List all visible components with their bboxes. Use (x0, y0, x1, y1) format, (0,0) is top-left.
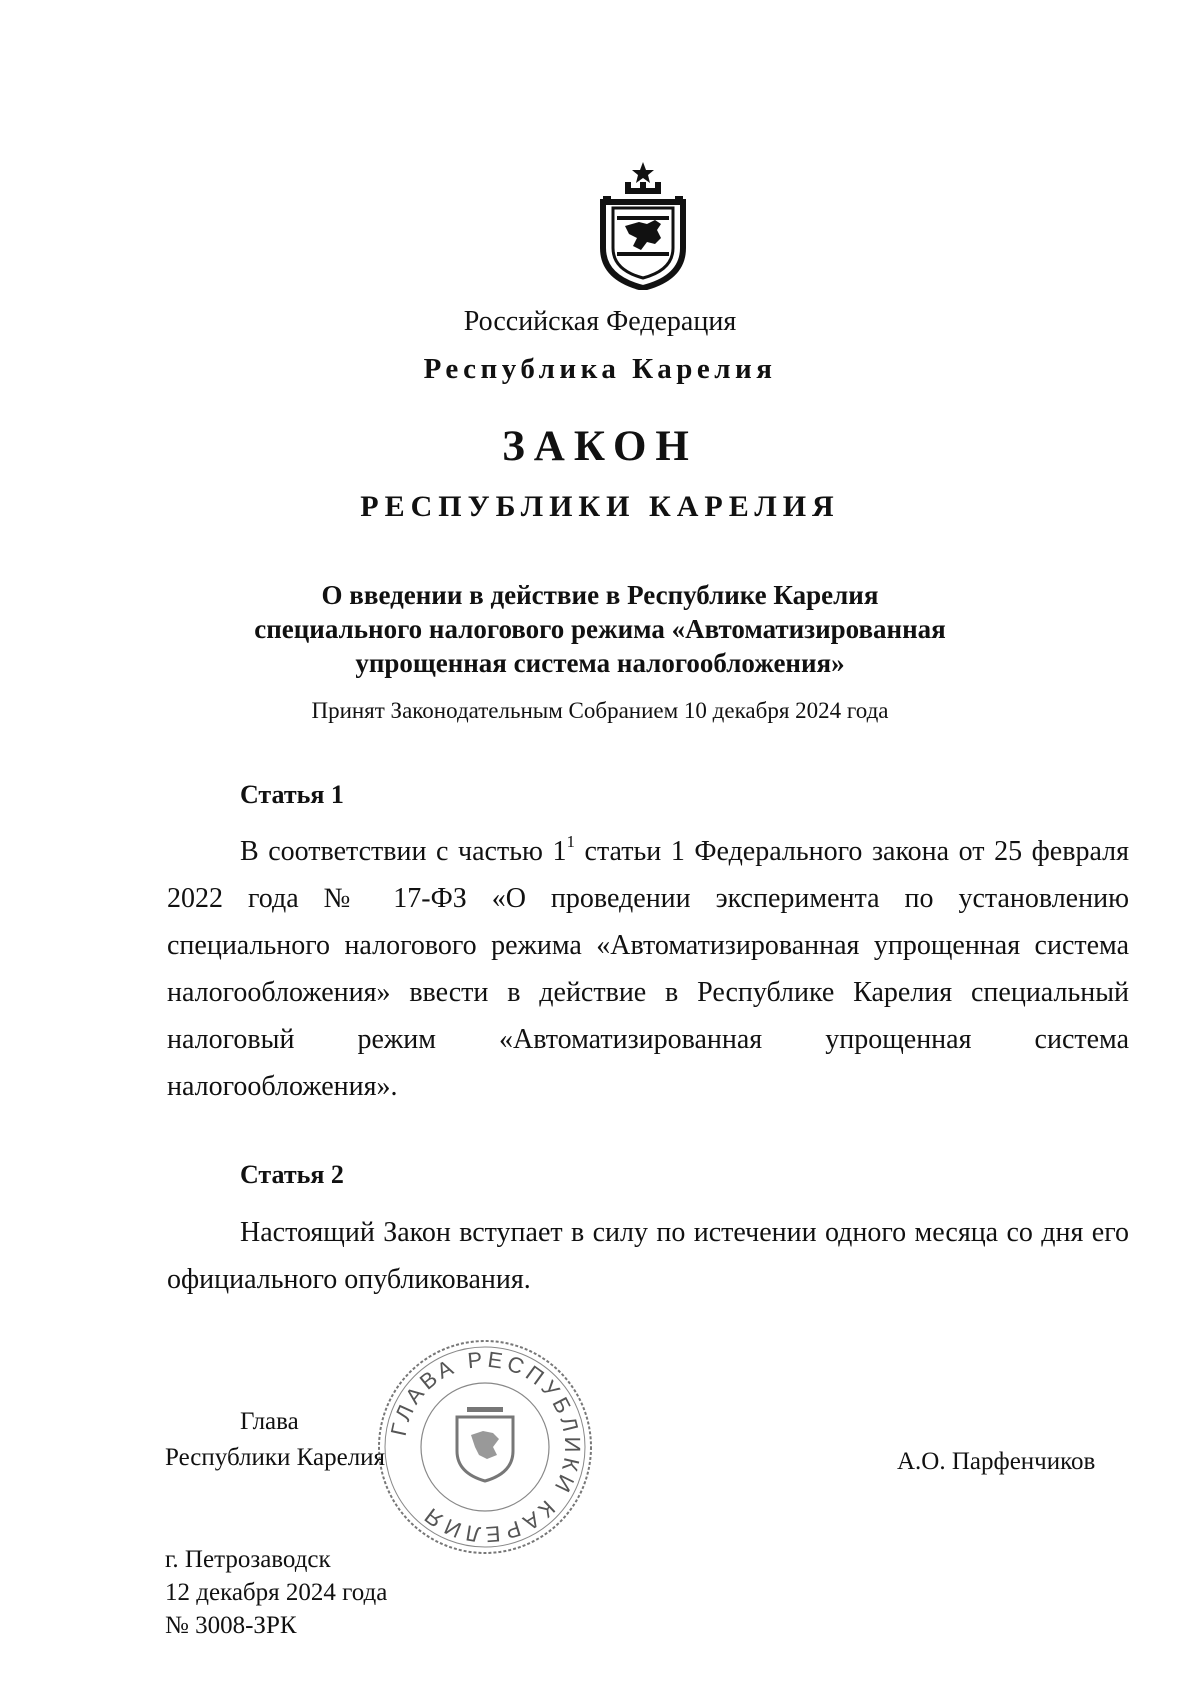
signatory-name: А.О. Парфенчиков (897, 1448, 1096, 1475)
seal-emblem-icon (457, 1407, 513, 1481)
article-1-superscript: 1 (566, 831, 575, 851)
signing-date: 12 декабря 2024 года (165, 1579, 388, 1606)
law-subject-line: специального налогового режима «Автоматизированная (254, 614, 946, 644)
law-subject (0, 578, 1200, 680)
country-name: Российская Федерация (463, 306, 737, 337)
article-1-text-part: В соответствии с частью 1 (240, 836, 567, 867)
article-1-text-part: статьи 1 Федерального закона от 25 февраля 2022 года № 17-ФЗ «О проведении эксперимента по установлению специального налогового режима «Автоматизированная упрощенная система налогообложения» ввести в действие в Республике Карелия специальный налоговый режим «Автоматизированная упрощенная система налогообложения». (167, 836, 1129, 1102)
law-subject-line: О введении в действие в Республике Карелия (321, 580, 879, 610)
seal-text: ГЛАВА РЕСПУБЛИКИ КАРЕЛИЯ (385, 1346, 586, 1548)
signatory-title-line2: Республики Карелия (165, 1444, 386, 1471)
law-subject-line: упрощенная система налогообложения» (355, 648, 845, 678)
karelia-coat-of-arms-icon (595, 160, 691, 290)
signing-details (165, 1543, 387, 1642)
signing-city: г. Петрозаводск (165, 1546, 331, 1573)
adoption-note: Принят Законодательным Собранием 10 декабря 2024 года (311, 698, 889, 723)
article-1-heading: Статья 1 (240, 780, 344, 809)
article-1-text (167, 828, 1129, 1110)
article-2-text: Настоящий Закон вступает в силу по истечении одного месяца со дня его официального опубликования. (167, 1217, 1129, 1295)
signatory-title: Глава (240, 1408, 299, 1435)
republic-name: Республика Карелия (423, 353, 777, 385)
document-type: ЗАКОН (502, 423, 698, 470)
law-number: № 3008-ЗРК (165, 1612, 297, 1639)
official-seal (375, 1337, 595, 1557)
document-type-subtitle: РЕСПУБЛИКИ КАРЕЛИЯ (360, 490, 840, 523)
article-2-heading: Статья 2 (240, 1160, 344, 1189)
